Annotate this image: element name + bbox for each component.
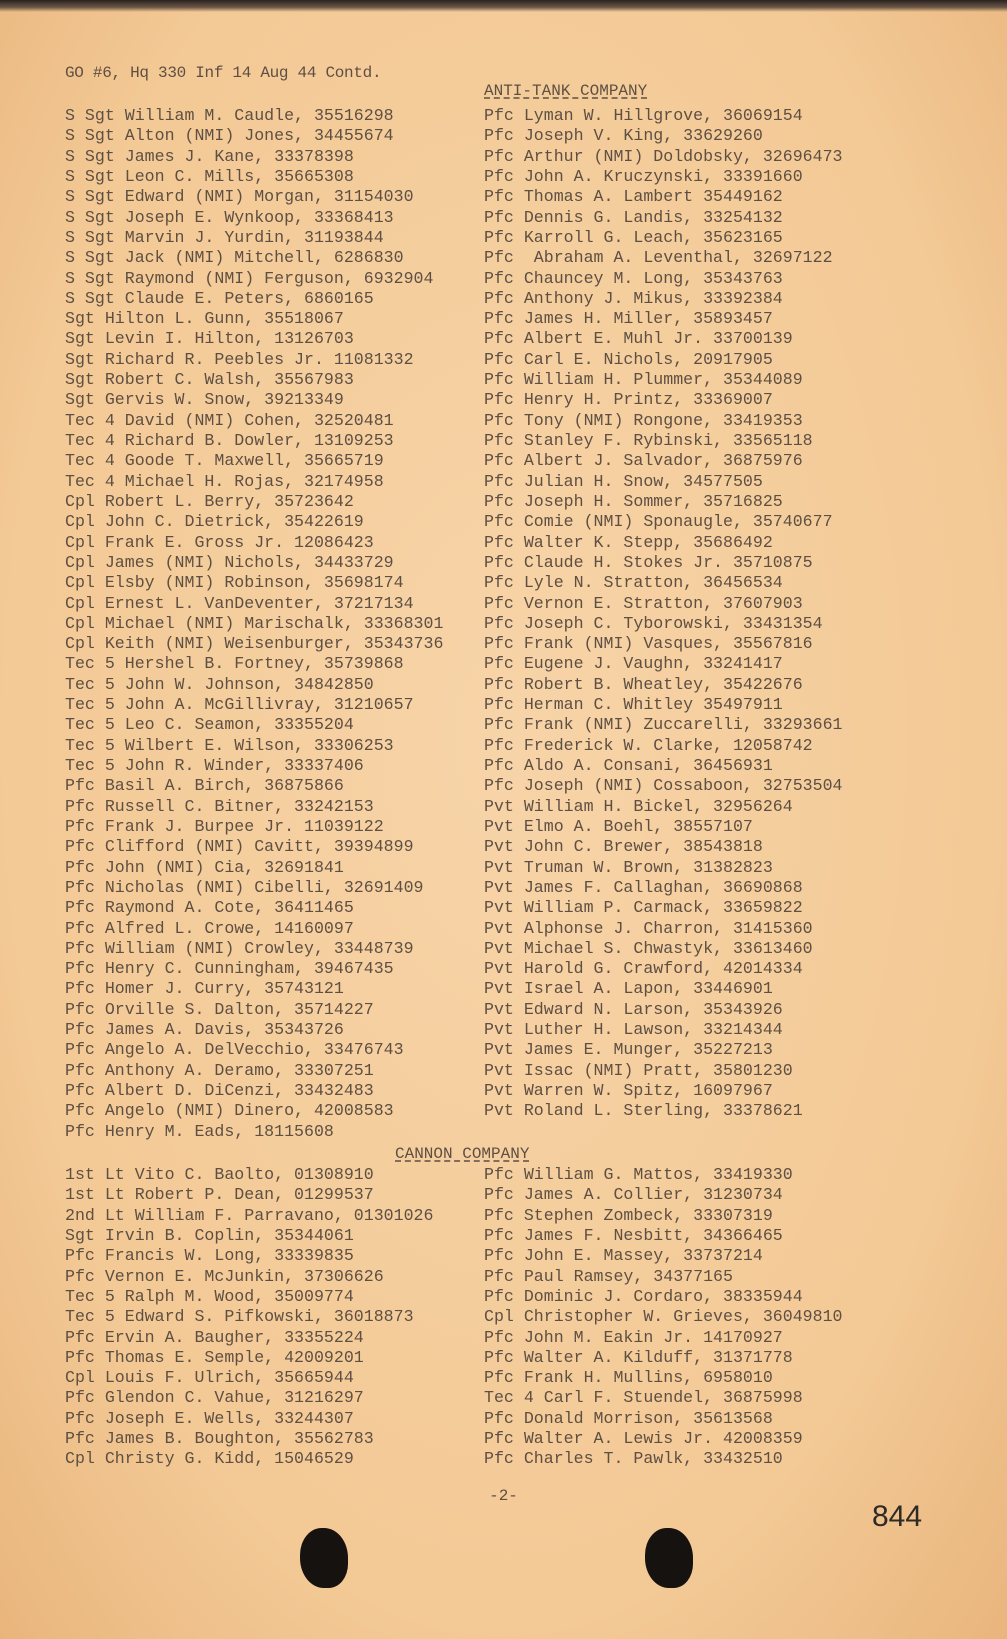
roster-entry: Cpl Frank E. Gross Jr. 12086423 [65, 532, 374, 552]
roster-entry: Pfc Joseph C. Tyborowski, 33431354 [484, 613, 823, 633]
roster-entry: S Sgt Alton (NMI) Jones, 34455674 [65, 126, 394, 146]
roster-entry: Pfc Arthur (NMI) Doldobsky, 32696473 [484, 146, 843, 166]
roster-entry: S Sgt Joseph E. Wynkoop, 33368413 [65, 207, 394, 227]
roster-entry: Tec 4 Goode T. Maxwell, 35665719 [65, 451, 384, 471]
roster-entry: Pfc Anthony A. Deramo, 33307251 [65, 1060, 374, 1080]
roster-entry: Pfc Charles T. Pawlk, 33432510 [484, 1449, 783, 1469]
roster-entry: Pvt James E. Munger, 35227213 [484, 1040, 773, 1060]
roster-entry: Pfc John (NMI) Cia, 32691841 [65, 857, 344, 877]
roster-entry: Tec 4 David (NMI) Cohen, 32520481 [65, 410, 394, 430]
roster-entry: Pfc Alfred L. Crowe, 14160097 [65, 918, 354, 938]
roster-entry: Pvt Edward N. Larson, 35343926 [484, 999, 783, 1019]
roster-entry: 2nd Lt William F. Parravano, 01301026 [65, 1205, 434, 1225]
roster-entry: Tec 5 Edward S. Pifkowski, 36018873 [65, 1307, 414, 1327]
roster-entry: Tec 5 John R. Winder, 33337406 [65, 756, 364, 775]
anti-tank-right-column [484, 106, 842, 1122]
roster-entry: Pvt William H. Bickel, 32956264 [484, 796, 793, 816]
anti-tank-left-column [65, 106, 443, 1142]
order-header: GO #6, Hq 330 Inf 14 Aug 44 Contd. [65, 64, 382, 82]
roster-entry: Pfc Nicholas (NMI) Cibelli, 32691409 [65, 877, 424, 897]
roster-entry: Pfc William (NMI) Crowley, 33448739 [65, 938, 414, 958]
roster-entry: Pfc Albert D. DiCenzi, 33432483 [65, 1081, 374, 1100]
roster-entry: Pfc Glendon C. Vahue, 31216297 [65, 1388, 364, 1408]
roster-entry: Pfc Tony (NMI) Rongone, 33419353 [484, 410, 803, 430]
roster-entry: Pfc Vernon E. Stratton, 37607903 [484, 593, 803, 613]
roster-entry: Pfc Frank J. Burpee Jr. 11039122 [65, 816, 384, 836]
roster-entry: Pfc Clifford (NMI) Cavitt, 39394899 [65, 837, 414, 857]
roster-entry: Pfc Robert B. Wheatley, 35422676 [484, 674, 803, 694]
roster-entry: Pfc Donald Morrison, 35613568 [484, 1408, 773, 1428]
roster-entry: Sgt Irvin B. Coplin, 35344061 [65, 1225, 354, 1245]
roster-entry: Pfc Homer J. Curry, 35743121 [65, 979, 344, 999]
section-title-cannon: CANNON COMPANY [395, 1145, 530, 1163]
roster-entry: Pvt James F. Callaghan, 36690868 [484, 877, 803, 897]
roster-entry: Pvt Issac (NMI) Pratt, 35801230 [484, 1060, 793, 1080]
roster-entry: Pfc Orville S. Dalton, 35714227 [65, 999, 374, 1019]
roster-entry: Pfc Karroll G. Leach, 35623165 [484, 227, 783, 247]
roster-entry: Sgt Richard R. Peebles Jr. 11081332 [65, 349, 414, 369]
roster-entry: Cpl Michael (NMI) Marischalk, 33368301 [65, 613, 444, 633]
roster-entry: Pfc William G. Mattos, 33419330 [484, 1165, 793, 1184]
roster-entry: S Sgt Edward (NMI) Morgan, 31154030 [65, 187, 414, 207]
roster-entry: S Sgt James J. Kane, 33378398 [65, 146, 354, 166]
roster-entry: Pfc Joseph E. Wells, 33244307 [65, 1408, 354, 1428]
roster-entry: Pfc Vernon E. McJunkin, 37306626 [65, 1266, 384, 1286]
roster-entry: Cpl Robert L. Berry, 35723642 [65, 491, 354, 511]
roster-entry: Cpl Ernest L. VanDeventer, 37217134 [65, 593, 414, 613]
roster-entry: Pfc James F. Nesbitt, 34366465 [484, 1225, 783, 1245]
roster-entry: Pfc Frank (NMI) Zuccarelli, 33293661 [484, 715, 843, 735]
roster-entry: Pvt John C. Brewer, 38543818 [484, 837, 763, 857]
roster-entry: Pvt Elmo A. Boehl, 38557107 [484, 816, 753, 836]
roster-entry: Pfc Angelo (NMI) Dinero, 42008583 [65, 1101, 394, 1121]
roster-entry: Tec 4 Michael H. Rojas, 32174958 [65, 471, 384, 491]
roster-entry: Pfc Raymond A. Cote, 36411465 [65, 898, 354, 918]
roster-entry: Pfc Albert J. Salvador, 36875976 [484, 451, 803, 471]
roster-entry: Sgt Levin I. Hilton, 13126703 [65, 329, 354, 349]
roster-entry: Pfc Frederick W. Clarke, 12058742 [484, 735, 813, 755]
roster-entry: Pfc Basil A. Birch, 36875866 [65, 776, 344, 796]
roster-entry: Pvt Warren W. Spitz, 16097967 [484, 1081, 773, 1100]
roster-entry: Pfc John A. Kruczynski, 33391660 [484, 166, 803, 186]
roster-entry: Pfc James B. Boughton, 35562783 [65, 1429, 374, 1449]
roster-entry: Pfc John M. Eakin Jr. 14170927 [484, 1327, 783, 1347]
roster-entry: Pvt Truman W. Brown, 31382823 [484, 857, 773, 877]
roster-entry: Cpl James (NMI) Nichols, 34433729 [65, 552, 394, 572]
roster-entry: Tec 5 Wilbert E. Wilson, 33306253 [65, 735, 394, 755]
roster-entry: Pfc Henry M. Eads, 18115608 [65, 1121, 334, 1141]
roster-entry: Pfc Russell C. Bitner, 33242153 [65, 796, 374, 816]
roster-entry: Cpl John C. Dietrick, 35422619 [65, 512, 364, 532]
roster-entry: Pfc Joseph (NMI) Cossaboon, 32753504 [484, 776, 843, 796]
roster-entry: Pfc Henry H. Printz, 33369007 [484, 390, 773, 410]
roster-entry: Pfc Walter K. Stepp, 35686492 [484, 532, 773, 552]
roster-entry: Tec 5 John A. McGillivray, 31210657 [65, 695, 414, 715]
roster-entry: Pfc Lyman W. Hillgrove, 36069154 [484, 106, 803, 125]
roster-entry: S Sgt William M. Caudle, 35516298 [65, 106, 394, 125]
roster-entry: Pfc James A. Davis, 35343726 [65, 1020, 344, 1040]
roster-entry: Pfc Chauncey M. Long, 35343763 [484, 268, 783, 288]
roster-entry: Pfc Paul Ramsey, 34377165 [484, 1266, 733, 1286]
binding-hole [645, 1528, 693, 1588]
page-number: -2- [489, 1487, 518, 1505]
roster-entry: Pvt Alphonse J. Charron, 31415360 [484, 918, 813, 938]
roster-entry: Cpl Christopher W. Grieves, 36049810 [484, 1307, 843, 1327]
roster-entry: Pfc Eugene J. Vaughn, 33241417 [484, 654, 783, 674]
roster-entry: Tec 5 Ralph M. Wood, 35009774 [65, 1286, 354, 1306]
roster-entry: Pvt William P. Carmack, 33659822 [484, 898, 803, 918]
roster-entry: Pfc Joseph H. Sommer, 35716825 [484, 491, 783, 511]
roster-entry: Cpl Louis F. Ulrich, 35665944 [65, 1368, 354, 1388]
roster-entry: 1st Lt Robert P. Dean, 01299537 [65, 1185, 374, 1205]
roster-entry: Pfc Comie (NMI) Sponaugle, 35740677 [484, 512, 833, 532]
roster-entry: Pvt Luther H. Lawson, 33214344 [484, 1020, 783, 1040]
torn-top-edge [0, 0, 1007, 12]
roster-entry: S Sgt Jack (NMI) Mitchell, 6286830 [65, 248, 404, 268]
roster-entry: Tec 4 Richard B. Dowler, 13109253 [65, 431, 394, 450]
roster-entry: Pfc Thomas E. Semple, 42009201 [65, 1347, 364, 1367]
roster-entry: S Sgt Claude E. Peters, 6860165 [65, 288, 374, 308]
roster-entry: Sgt Robert C. Walsh, 35567983 [65, 370, 354, 390]
roster-entry: Pvt Israel A. Lapon, 33446901 [484, 979, 773, 999]
roster-entry: Pfc James H. Miller, 35893457 [484, 309, 773, 329]
roster-entry: Pvt Harold G. Crawford, 42014334 [484, 959, 803, 979]
roster-entry: Pfc Dominic J. Cordaro, 38335944 [484, 1286, 803, 1306]
roster-entry: Pfc Aldo A. Consani, 36456931 [484, 756, 773, 775]
roster-entry: Pfc Frank H. Mullins, 6958010 [484, 1368, 773, 1388]
roster-entry: Pfc Walter A. Kilduff, 31371778 [484, 1347, 793, 1367]
roster-entry: Cpl Keith (NMI) Weisenburger, 35343736 [65, 634, 444, 654]
binding-hole [300, 1528, 348, 1588]
roster-entry: Tec 5 Leo C. Seamon, 33355204 [65, 715, 354, 735]
roster-entry: Tec 5 Hershel B. Fortney, 35739868 [65, 654, 404, 674]
roster-entry: Cpl Elsby (NMI) Robinson, 35698174 [65, 573, 404, 593]
roster-entry: Pfc Stephen Zombeck, 33307319 [484, 1205, 773, 1225]
roster-entry: Pfc Lyle N. Stratton, 36456534 [484, 573, 783, 593]
roster-entry: Pfc Ervin A. Baugher, 33355224 [65, 1327, 364, 1347]
roster-entry: Sgt Hilton L. Gunn, 35518067 [65, 309, 344, 329]
roster-entry: Sgt Gervis W. Snow, 39213349 [65, 390, 344, 410]
roster-entry: Pfc Stanley F. Rybinski, 33565118 [484, 431, 813, 450]
document-stamp-number: 844 [872, 1500, 923, 1533]
roster-entry: Pfc James A. Collier, 31230734 [484, 1185, 783, 1205]
roster-entry: Pfc Angelo A. DelVecchio, 33476743 [65, 1040, 404, 1060]
roster-entry: Tec 4 Carl F. Stuendel, 36875998 [484, 1388, 803, 1408]
roster-entry: Pfc Frank (NMI) Vasques, 35567816 [484, 634, 813, 654]
roster-entry: Pfc Joseph V. King, 33629260 [484, 126, 763, 146]
roster-entry: Tec 5 John W. Johnson, 34842850 [65, 674, 374, 694]
roster-entry: Pfc Herman C. Whitley 35497911 [484, 695, 783, 715]
roster-entry: S Sgt Marvin J. Yurdin, 31193844 [65, 227, 384, 247]
roster-entry: S Sgt Leon C. Mills, 35665308 [65, 166, 354, 186]
roster-entry: Pvt Roland L. Sterling, 33378621 [484, 1101, 803, 1121]
section-title-anti-tank: ANTI-TANK COMPANY [484, 82, 648, 100]
cannon-left-column [65, 1165, 433, 1470]
roster-entry: Pfc Francis W. Long, 33339835 [65, 1246, 354, 1266]
roster-entry: Pvt Michael S. Chwastyk, 33613460 [484, 938, 813, 958]
roster-entry: Pfc Dennis G. Landis, 33254132 [484, 207, 783, 227]
roster-entry: Pfc Anthony J. Mikus, 33392384 [484, 288, 783, 308]
roster-entry: Pfc Abraham A. Leventhal, 32697122 [484, 248, 833, 268]
roster-entry: S Sgt Raymond (NMI) Ferguson, 6932904 [65, 268, 434, 288]
roster-entry: Pfc Carl E. Nichols, 20917905 [484, 349, 773, 369]
roster-entry: Pfc Henry C. Cunningham, 39467435 [65, 959, 394, 979]
roster-entry: 1st Lt Vito C. Baolto, 01308910 [65, 1165, 374, 1184]
roster-entry: Pfc Claude H. Stokes Jr. 35710875 [484, 552, 813, 572]
roster-entry: Pfc Walter A. Lewis Jr. 42008359 [484, 1429, 803, 1449]
roster-entry: Pfc Albert E. Muhl Jr. 33700139 [484, 329, 793, 349]
roster-entry: Cpl Christy G. Kidd, 15046529 [65, 1449, 354, 1469]
roster-entry: Pfc John E. Massey, 33737214 [484, 1246, 763, 1266]
roster-entry: Pfc Thomas A. Lambert 35449162 [484, 187, 783, 207]
roster-entry: Pfc William H. Plummer, 35344089 [484, 370, 803, 390]
roster-entry: Pfc Julian H. Snow, 34577505 [484, 471, 763, 491]
cannon-right-column [484, 1165, 842, 1470]
